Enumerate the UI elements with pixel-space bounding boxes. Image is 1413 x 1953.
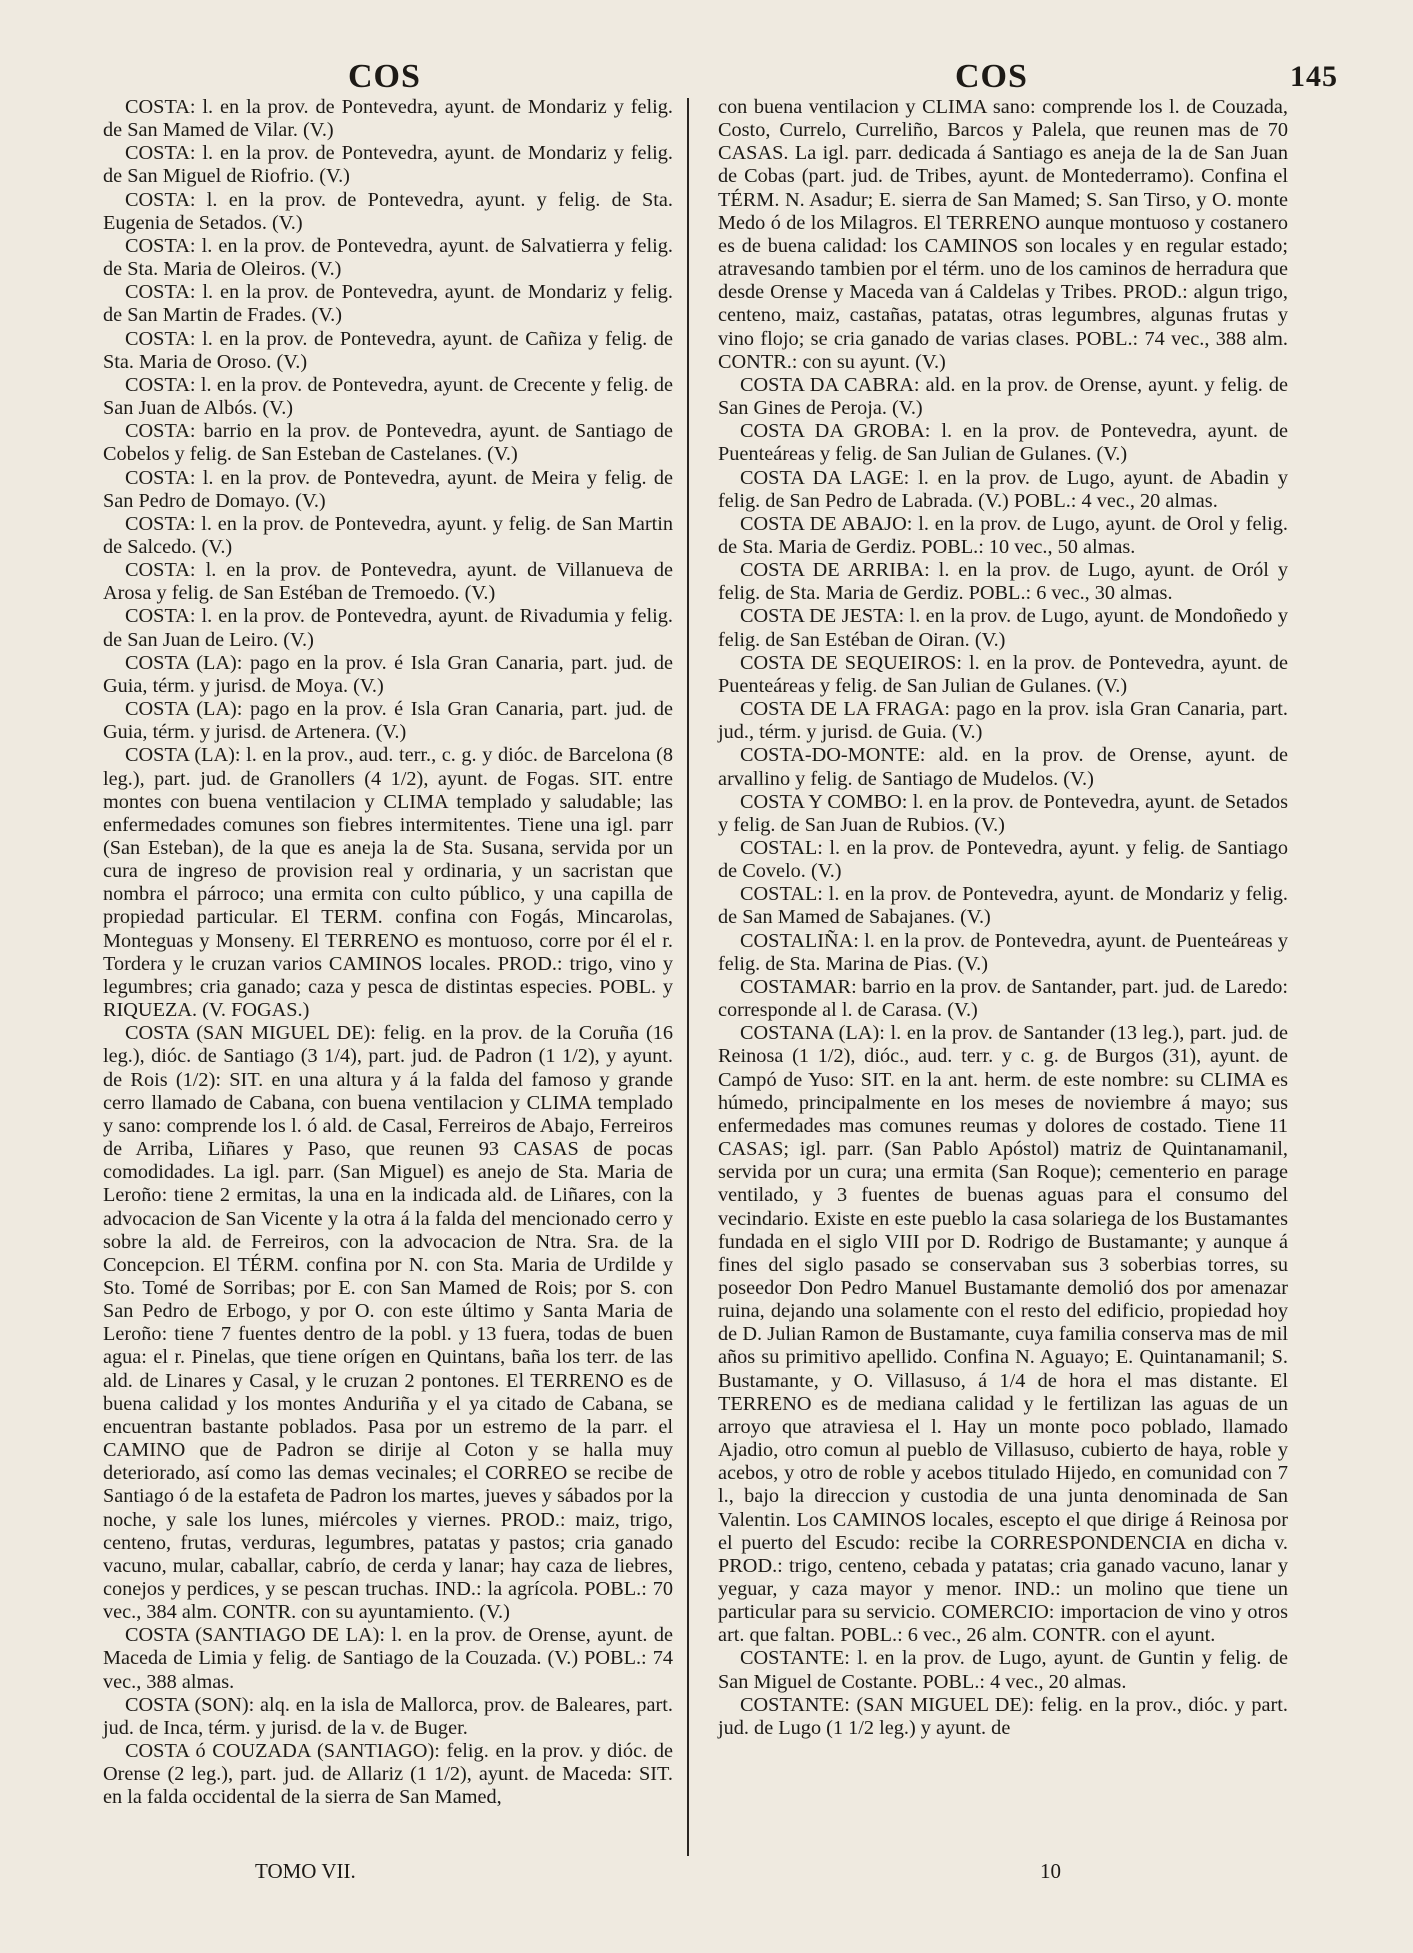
- entry: COSTA (LA): pago en la prov. é Isla Gran Canaria, part. jud. de Guia, térm. y jurisd. de Artenera. (V.): [103, 698, 673, 744]
- entry: COSTANA (LA): l. en la prov. de Santander (13 leg.), part. jud. de Reinosa (1 1/2), dióc., aud. terr. y c. g. de Burgos (31), ayunt. de Campó de Yuso: SIT. en la ant. herm. de este nombre: su CLIMA es húmedo, principalmente en los meses de noviembre á mayo; sus enfermedades mas comunes reumas y dolores de costado. Tiene 11 CASAS; igl. parr. (San Pablo Apóstol) matriz de Quintanamanil, servida por un cura; una ermita (San Roque); cementerio en parage ventilado, y 3 fuentes de buenas aguas para el consumo del vecindario. Existe en este pueblo la casa solariega de los Bustamantes fundada en el siglo VIII por D. Rodrigo de Bustamante; y aunque á fines del siglo pasado se conservaban sus 3 soberbias torres, su poseedor Don Pedro Manuel Bustamante demolió dos por amenazar ruina, dejando una solamente con el resto del edificio, propiedad hoy de D. Julian Ramon de Bustamante, cuya familia conserva mas de mil años su primitivo apellido. Confina N. Aguayo; E. Quintanamanil; S. Bustamante, y O. Villasuso, á 1/4 de hora el mas distante. El TERRENO es de mediana calidad y le fertilizan las aguas de un arroyo que atraviesa el l. Hay un monte poco poblado, llamado Ajadio, otro comun al pueblo de Villasuso, cubierto de haya, roble y acebos, y otro de roble y acebos titulado Hijedo, en comunidad con 7 l., bajo la direccion y custodia de una junta denominada de San Valentin. Los CAMINOS locales, escepto el que dirige á Reinosa por el puerto del Escudo: recibe la CORRESPONDENCIA en dicha v. PROD.: trigo, centeno, cebada y patatas; cria ganado vacuno, lanar y yeguar, y caza mayor y menor. IND.: un molino que tiene un particular para su servicio. COMERCIO: importacion de vino y otros art. que faltan. POBL.: 6 vec., 26 alm. CONTR. con el ayunt.: [718, 1022, 1288, 1647]
- entry: COSTA DA CABRA: ald. en la prov. de Orense, ayunt. y felig. de San Gines de Peroja. (V.): [718, 373, 1288, 420]
- entry: COSTA (SANTIAGO DE LA): l. en la prov. de Orense, ayunt. de Maceda de Limia y felig. de Santiago de la Couzada. (V.) POBL.: 74 vec., 388 almas.: [103, 1624, 673, 1693]
- entry: COSTA ó COUZADA (SANTIAGO): felig. en la prov. y dióc. de Orense (2 leg.), part. jud. de Allariz (1 1/2), ayunt. de Maceda: SIT. en la falda occidental de la sierra de San Mamed,: [103, 1740, 673, 1809]
- volume-label: TOMO VII.: [255, 1859, 356, 1883]
- entry: COSTA: l. en la prov. de Pontevedra, ayunt. de Mondariz y felig. de San Mamed de Vilar. (V.): [103, 96, 673, 142]
- running-head-left: COS: [348, 58, 421, 95]
- entry: COSTA DA LAGE: l. en la prov. de Lugo, ayunt. de Abadin y felig. de San Pedro de Labrada. (V.) POBL.: 4 vec., 20 almas.: [718, 466, 1288, 512]
- left-column: [103, 96, 673, 1810]
- entry: COSTA-DO-MONTE: ald. en la prov. de Orense, ayunt. de arvallino y felig. de Santiago de Mudelos. (V.): [718, 744, 1288, 790]
- entry: COSTA: barrio en la prov. de Pontevedra, ayunt. de Santiago de Cobelos y felig. de San Esteban de Castelanes. (V.): [103, 420, 673, 466]
- entry: COSTA: l. en la prov. de Pontevedra, ayunt. de Crecente y felig. de San Juan de Albós. (V.): [103, 373, 673, 420]
- entry: COSTA: l. en la prov. de Pontevedra, ayunt. de Rivadumia y felig. de San Juan de Leiro. (V.): [103, 605, 673, 651]
- entry: COSTALIÑA: l. en la prov. de Pontevedra, ayunt. de Puenteáreas y felig. de Sta. Marina de Pias. (V.): [718, 929, 1288, 975]
- running-head-right: COS: [955, 58, 1028, 95]
- entry: COSTA DE JESTA: l. en la prov. de Lugo, ayunt. de Mondoñedo y felig. de San Estéban de Oiran. (V.): [718, 605, 1288, 651]
- entry: COSTA: l. en la prov. de Pontevedra, ayunt. de Villanueva de Arosa y felig. de San Estéban de Tremoedo. (V.): [103, 559, 673, 605]
- entry: COSTA DE ABAJO: l. en la prov. de Lugo, ayunt. de Orol y felig. de Sta. Maria de Gerdiz. POBL.: 10 vec., 50 almas.: [718, 512, 1288, 558]
- entry: COSTA: l. en la prov. de Pontevedra, ayunt. y felig. de Sta. Eugenia de Setados. (V.): [103, 188, 673, 234]
- entry: COSTA DE LA FRAGA: pago en la prov. isla Gran Canaria, part. jud., térm. y jurisd. de Guia. (V.): [718, 698, 1288, 744]
- right-column: [718, 96, 1288, 1740]
- entry: COSTA: l. en la prov. de Pontevedra, ayunt. de Salvatierra y felig. de Sta. Maria de Oleiros. (V.): [103, 234, 673, 281]
- column-rule: [687, 98, 689, 1856]
- entry: COSTA: l. en la prov. de Pontevedra, ayunt. de Mondariz y felig. de San Martin de Frades. (V.): [103, 281, 673, 327]
- entry-continuation: con buena ventilacion y CLIMA sano: comprende los l. de Couzada, Costo, Currelo, Curreliño, Barcos y Palela, que reunen mas de 70 CASAS. La igl. parr. dedicada á Santiago es aneja de la de San Juan de Cobas (part. jud. de Tribes, ayunt. de Montederramo). Confina el TÉRM. N. Asadur; E. sierra de San Mamed; S. San Tirso, y O. monte Medo ó de los Milagros. El TERRENO aunque montuoso y costanero es de buena calidad: los CAMINOS son locales y en regular estado; atravesando tambien por el térm. uno de los caminos de herradura que desde Orense y Maceda van á Caldelas y Tribes. PROD.: algun trigo, centeno, maiz, castañas, patatas, otras legumbres, algunas frutas y vino flojo; se cria ganado de varias clases. POBL.: 74 vec., 388 alm. CONTR.: con su ayunt. (V.): [718, 96, 1288, 373]
- entry: COSTAMAR: barrio en la prov. de Santander, part. jud. de Laredo: corresponde al l. de Carasa. (V.): [718, 975, 1288, 1022]
- entry: COSTAL: l. en la prov. de Pontevedra, ayunt. de Mondariz y felig. de San Mamed de Sabajanes. (V.): [718, 883, 1288, 929]
- entry: COSTA: l. en la prov. de Pontevedra, ayunt. de Mondariz y felig. de San Miguel de Riofrio. (V.): [103, 142, 673, 188]
- entry: COSTA Y COMBO: l. en la prov. de Pontevedra, ayunt. de Setados y felig. de San Juan de Rubios. (V.): [718, 790, 1288, 836]
- entry: COSTA DE SEQUEIROS: l. en la prov. de Pontevedra, ayunt. de Puenteáreas y felig. de San Julian de Gulanes. (V.): [718, 651, 1288, 697]
- entry: COSTA DE ARRIBA: l. en la prov. de Lugo, ayunt. de Oról y felig. de Sta. Maria de Gerdiz. POBL.: 6 vec., 30 almas.: [718, 559, 1288, 605]
- entry: COSTA (LA): l. en la prov., aud. terr., c. g. y dióc. de Barcelona (8 leg.), part. jud. de Granollers (4 1/2), ayunt. de Fogas. SIT. entre montes con buena ventilacion y CLIMA templado y saludable; las enfermedades comunes son fiebres intermitentes. Tiene una igl. parr (San Esteban), de la que es aneja la de Sta. Susana, servida por un cura de ingreso de provision real y ordinaria, y un sacristan que nombra el párroco; una ermita con culto público, y una capilla de propiedad particular. El TERM. confina con Fogás, Mincarolas, Monteguas y Monseny. El TERRENO es montuoso, corre por él el r. Tordera y le cruzan varios CAMINOS locales. PROD.: trigo, vino y legumbres; cria ganado; caza y pesca de distintas especies. POBL. y RIQUEZA. (V. FOGAS.): [103, 744, 673, 1022]
- entry: COSTA (SON): alq. en la isla de Mallorca, prov. de Baleares, part. jud. de Inca, térm. y jurisd. de la v. de Buger.: [103, 1693, 673, 1739]
- page-number: 145: [1290, 60, 1338, 93]
- signature-mark: 10: [1040, 1859, 1061, 1883]
- entry: COSTA DA GROBA: l. en la prov. de Pontevedra, ayunt. de Puenteáreas y felig. de San Julian de Gulanes. (V.): [718, 420, 1288, 466]
- entry: COSTAL: l. en la prov. de Pontevedra, ayunt. y felig. de Santiago de Covelo. (V.): [718, 837, 1288, 883]
- entry: COSTA (SAN MIGUEL DE): felig. en la prov. de la Coruña (16 leg.), dióc. de Santiago (3 1/4), part. jud. de Padron (1 1/2), y ayunt. de Rois (1/2): SIT. en una altura y á la falda del famoso y grande cerro llamado de Cabana, con buena ventilacion y CLIMA templado y sano: comprende los l. ó ald. de Casal, Ferreiros de Abajo, Ferreiros de Arriba, Liñares y Paso, que reunen 93 CASAS de pocas comodidades. La igl. parr. (San Miguel) es anejo de Sta. Maria de Leroño: tiene 2 ermitas, la una en la indicada ald. de Liñares, con la advocacion de San Vicente y la otra á la falda del mencionado cerro y sobre la ald. de Ferreiros, con la advocacion de Ntra. Sra. de la Concepcion. El TÉRM. confina por N. con Sta. Maria de Urdilde y Sto. Tomé de Sorribas; por E. con San Mamed de Rois; por S. con San Pedro de Erbogo, y por O. con este último y Santa Maria de Leroño: tiene 7 fuentes dentro de la pobl. y 13 fuera, todas de buen agua: el r. Pinelas, que tiene orígen en Quintans, baña los terr. de las ald. de Linares y Casal, y le cruzan 2 pontones. El TERRENO es de buena calidad y los montes Anduriña y el ya citado de Cabana, se encuentran bastante poblados. Pasa por un estremo de la parr. el CAMINO que de Padron se dirije al Coton y se halla muy deteriorado, así como las demas vecinales; el CORREO se recibe de Santiago ó de la estafeta de Padron los martes, jueves y sábados por la noche, y sale los lunes, miércoles y viernes. PROD.: maiz, trigo, centeno, frutas, verduras, legumbres, patatas y pastos; cria ganado vacuno, mular, caballar, cabrío, de cerda y lanar; hay caza de liebres, conejos y perdices, y se pescan truchas. IND.: la agrícola. POBL.: 70 vec., 384 alm. CONTR. con su ayuntamiento. (V.): [103, 1022, 673, 1624]
- entry: COSTANTE: (SAN MIGUEL DE): felig. en la prov., dióc. y part. jud. de Lugo (1 1/2 leg.) y ayunt. de: [718, 1693, 1288, 1739]
- entry: COSTA (LA): pago en la prov. é Isla Gran Canaria, part. jud. de Guia, térm. y jurisd. de Moya. (V.): [103, 651, 673, 697]
- entry: COSTA: l. en la prov. de Pontevedra, ayunt. de Meira y felig. de San Pedro de Domayo. (V.): [103, 466, 673, 512]
- entry: COSTA: l. en la prov. de Pontevedra, ayunt. y felig. de San Martin de Salcedo. (V.): [103, 512, 673, 558]
- entry: COSTANTE: l. en la prov. de Lugo, ayunt. de Guntin y felig. de San Miguel de Costante. POBL.: 4 vec., 20 almas.: [718, 1647, 1288, 1693]
- entry: COSTA: l. en la prov. de Pontevedra, ayunt. de Cañiza y felig. de Sta. Maria de Oroso. (V.): [103, 327, 673, 373]
